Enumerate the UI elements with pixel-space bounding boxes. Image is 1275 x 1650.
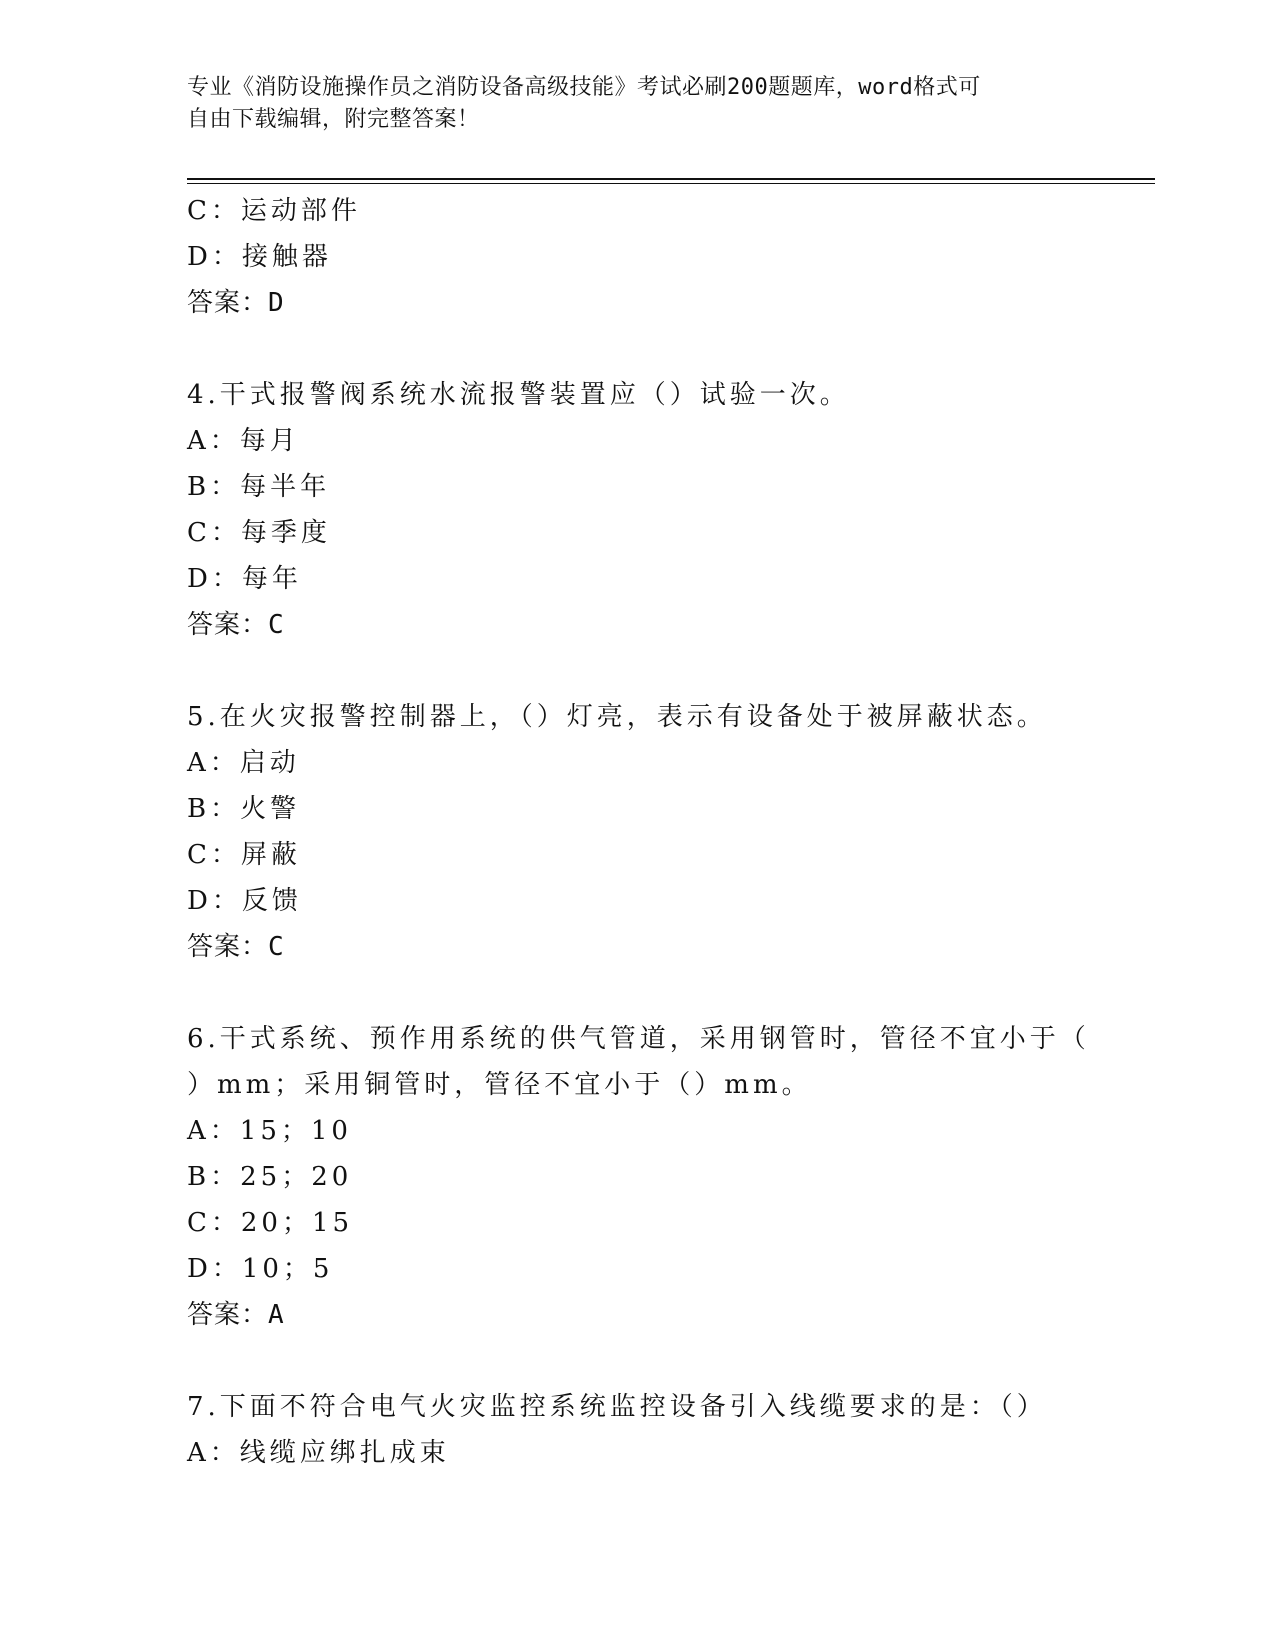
header-divider	[187, 178, 1155, 180]
header-line-1: 专业《消防设施操作员之消防设备高级技能》考试必刷200题题库，word格式可	[187, 75, 981, 100]
option-a: A：15；10	[187, 1116, 352, 1146]
answer: 答案：A	[187, 1300, 285, 1330]
option-d: D：反馈	[187, 886, 302, 916]
question-4	[187, 372, 1155, 648]
question-text-line-2: ）mm；采用铜管时，管径不宜小于（）mm。	[187, 1070, 812, 1100]
option-d: D：10；5	[187, 1254, 334, 1284]
option-d: D：每年	[187, 564, 302, 594]
question-partial	[187, 188, 1155, 326]
spacer	[187, 970, 1155, 1016]
question-text: 7.下面不符合电气火灾监控系统监控设备引入线缆要求的是：（）	[187, 1392, 1047, 1422]
answer: 答案：C	[187, 610, 285, 640]
option-c: C：屏蔽	[187, 840, 301, 870]
question-list	[187, 188, 1155, 1476]
question-5	[187, 694, 1155, 970]
document-header	[187, 72, 1087, 136]
spacer	[187, 326, 1155, 372]
question-text: 5.在火灾报警控制器上，（）灯亮，表示有设备处于被屏蔽状态。	[187, 702, 1047, 732]
option-a: A：启动	[187, 748, 300, 778]
option-a: A：每月	[187, 426, 300, 456]
header-divider-thin	[187, 183, 1155, 184]
spacer	[187, 648, 1155, 694]
option-c: C：运动部件	[187, 196, 361, 226]
question-text-line-1: 6.干式系统、预作用系统的供气管道，采用钢管时，管径不宜小于（	[187, 1024, 1090, 1054]
option-c: C：20；15	[187, 1208, 354, 1238]
header-line-2: 自由下载编辑，附完整答案！	[187, 107, 480, 132]
spacer	[187, 1338, 1155, 1384]
option-d: D：接触器	[187, 242, 332, 272]
question-7	[187, 1384, 1155, 1476]
option-b: B：每半年	[187, 472, 331, 502]
option-b: B：25；20	[187, 1162, 353, 1192]
option-b: B：火警	[187, 794, 301, 824]
option-a: A：线缆应绑扎成束	[187, 1438, 450, 1468]
answer: 答案：C	[187, 932, 285, 962]
question-text: 4.干式报警阀系统水流报警装置应（）试验一次。	[187, 380, 850, 410]
question-6	[187, 1016, 1155, 1338]
answer: 答案：D	[187, 288, 285, 318]
option-c: C：每季度	[187, 518, 331, 548]
